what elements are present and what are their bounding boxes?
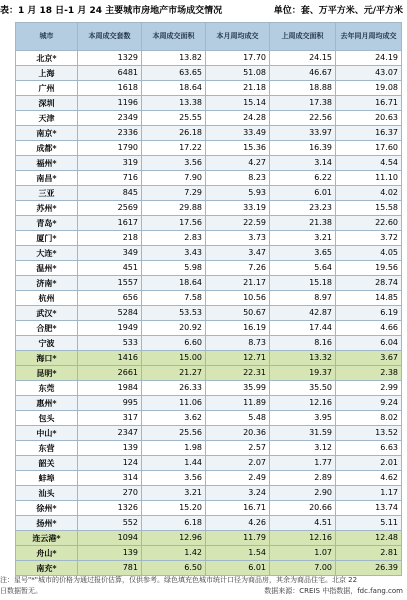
table-row: [16, 66, 402, 81]
column-header-month-weekly-avg: 本月周均成交: [206, 23, 270, 51]
last-year-cell: 16.37: [336, 126, 402, 141]
last-week-cell: 17.38: [270, 96, 336, 111]
last-week-cell: 2.89: [270, 471, 336, 486]
city-cell: 韶关: [16, 456, 78, 471]
last-year-cell: 3.72: [336, 231, 402, 246]
area-cell: 3.43: [142, 246, 206, 261]
area-cell: 17.22: [142, 141, 206, 156]
last-week-cell: 23.23: [270, 201, 336, 216]
month-avg-cell: 17.70: [206, 51, 270, 66]
month-avg-cell: 15.14: [206, 96, 270, 111]
last-year-cell: 4.66: [336, 321, 402, 336]
city-cell: 济南*: [16, 276, 78, 291]
last-week-cell: 16.39: [270, 141, 336, 156]
last-year-cell: 26.39: [336, 561, 402, 576]
area-cell: 1.42: [142, 546, 206, 561]
city-cell: 惠州*: [16, 396, 78, 411]
city-cell: 大连*: [16, 246, 78, 261]
area-cell: 3.21: [142, 486, 206, 501]
last-week-cell: 7.00: [270, 561, 336, 576]
city-cell: 厦门*: [16, 231, 78, 246]
city-cell: 武汉*: [16, 306, 78, 321]
last-year-cell: 11.10: [336, 171, 402, 186]
unit-label: 单位：套、万平方米、元/平方米: [273, 6, 403, 16]
month-avg-cell: 16.19: [206, 321, 270, 336]
units-cell: 2661: [78, 366, 142, 381]
transaction-table: [15, 22, 402, 576]
table-row: [16, 441, 402, 456]
month-avg-cell: 2.49: [206, 471, 270, 486]
last-year-cell: 6.04: [336, 336, 402, 351]
city-cell: 南京*: [16, 126, 78, 141]
month-avg-cell: 5.93: [206, 186, 270, 201]
month-avg-cell: 5.48: [206, 411, 270, 426]
last-year-cell: 2.01: [336, 456, 402, 471]
city-cell: 包头: [16, 411, 78, 426]
last-year-cell: 14.85: [336, 291, 402, 306]
city-cell: 徐州*: [16, 501, 78, 516]
column-header-city: 城市: [16, 23, 78, 51]
table-row: [16, 321, 402, 336]
units-cell: 995: [78, 396, 142, 411]
units-cell: 1557: [78, 276, 142, 291]
last-week-cell: 17.44: [270, 321, 336, 336]
area-cell: 13.38: [142, 96, 206, 111]
city-cell: 杭州: [16, 291, 78, 306]
last-week-cell: 8.16: [270, 336, 336, 351]
area-cell: 29.88: [142, 201, 206, 216]
last-week-cell: 5.64: [270, 261, 336, 276]
units-cell: 1326: [78, 501, 142, 516]
last-week-cell: 42.87: [270, 306, 336, 321]
units-cell: 1094: [78, 531, 142, 546]
month-avg-cell: 22.31: [206, 366, 270, 381]
area-cell: 1.98: [142, 441, 206, 456]
table-row: [16, 381, 402, 396]
area-cell: 5.98: [142, 261, 206, 276]
last-week-cell: 12.16: [270, 531, 336, 546]
city-cell: 苏州*: [16, 201, 78, 216]
month-avg-cell: 8.23: [206, 171, 270, 186]
table-row: [16, 456, 402, 471]
area-cell: 18.64: [142, 81, 206, 96]
units-cell: 2349: [78, 111, 142, 126]
table-row: [16, 336, 402, 351]
city-cell: 舟山*: [16, 546, 78, 561]
last-week-cell: 46.67: [270, 66, 336, 81]
city-cell: 连云港*: [16, 531, 78, 546]
last-year-cell: 8.02: [336, 411, 402, 426]
city-cell: 成都*: [16, 141, 78, 156]
area-cell: 15.20: [142, 501, 206, 516]
area-cell: 6.60: [142, 336, 206, 351]
area-cell: 21.27: [142, 366, 206, 381]
month-avg-cell: 1.54: [206, 546, 270, 561]
city-cell: 汕头: [16, 486, 78, 501]
month-avg-cell: 22.59: [206, 216, 270, 231]
last-week-cell: 4.51: [270, 516, 336, 531]
last-week-cell: 35.50: [270, 381, 336, 396]
city-cell: 宁波: [16, 336, 78, 351]
units-cell: 1618: [78, 81, 142, 96]
table-row: [16, 471, 402, 486]
units-cell: 270: [78, 486, 142, 501]
last-year-cell: 5.11: [336, 516, 402, 531]
column-header-last-year-weekly-avg: 去年同月周均成交: [336, 23, 402, 51]
last-year-cell: 19.56: [336, 261, 402, 276]
last-week-cell: 3.65: [270, 246, 336, 261]
last-week-cell: 1.07: [270, 546, 336, 561]
last-year-cell: 19.08: [336, 81, 402, 96]
city-cell: 福州*: [16, 156, 78, 171]
table-body: [16, 51, 402, 576]
last-year-cell: 22.60: [336, 216, 402, 231]
city-cell: 青岛*: [16, 216, 78, 231]
area-cell: 13.82: [142, 51, 206, 66]
units-cell: 781: [78, 561, 142, 576]
month-avg-cell: 21.17: [206, 276, 270, 291]
units-cell: 319: [78, 156, 142, 171]
last-week-cell: 3.21: [270, 231, 336, 246]
last-year-cell: 24.19: [336, 51, 402, 66]
month-avg-cell: 10.56: [206, 291, 270, 306]
area-cell: 12.96: [142, 531, 206, 546]
table-row: [16, 201, 402, 216]
month-avg-cell: 3.47: [206, 246, 270, 261]
city-cell: 三亚: [16, 186, 78, 201]
area-cell: 6.50: [142, 561, 206, 576]
table-row: [16, 231, 402, 246]
area-cell: 26.18: [142, 126, 206, 141]
city-cell: 南昌*: [16, 171, 78, 186]
area-cell: 63.65: [142, 66, 206, 81]
table-header-row: [16, 23, 402, 51]
table-row: [16, 111, 402, 126]
last-week-cell: 18.88: [270, 81, 336, 96]
city-cell: 昆明*: [16, 366, 78, 381]
last-year-cell: 13.52: [336, 426, 402, 441]
last-year-cell: 6.63: [336, 441, 402, 456]
units-cell: 2347: [78, 426, 142, 441]
month-avg-cell: 3.24: [206, 486, 270, 501]
units-cell: 124: [78, 456, 142, 471]
table-row: [16, 141, 402, 156]
last-year-cell: 43.07: [336, 66, 402, 81]
month-avg-cell: 51.08: [206, 66, 270, 81]
month-avg-cell: 35.99: [206, 381, 270, 396]
last-week-cell: 22.56: [270, 111, 336, 126]
city-cell: 北京*: [16, 51, 78, 66]
area-cell: 3.56: [142, 156, 206, 171]
footnote-continued: 日数据暂无。: [0, 587, 42, 595]
area-cell: 18.64: [142, 276, 206, 291]
month-avg-cell: 15.36: [206, 141, 270, 156]
last-week-cell: 19.37: [270, 366, 336, 381]
last-week-cell: 8.97: [270, 291, 336, 306]
report-header: [0, 3, 407, 17]
table-row: [16, 411, 402, 426]
month-avg-cell: 21.18: [206, 81, 270, 96]
table-row: [16, 501, 402, 516]
area-cell: 1.44: [142, 456, 206, 471]
last-year-cell: 4.02: [336, 186, 402, 201]
city-cell: 南充*: [16, 561, 78, 576]
units-cell: 349: [78, 246, 142, 261]
table-row: [16, 546, 402, 561]
last-year-cell: 4.05: [336, 246, 402, 261]
last-year-cell: 1.17: [336, 486, 402, 501]
table-row: [16, 156, 402, 171]
area-cell: 25.56: [142, 426, 206, 441]
units-cell: 656: [78, 291, 142, 306]
units-cell: 1790: [78, 141, 142, 156]
month-avg-cell: 12.71: [206, 351, 270, 366]
units-cell: 1617: [78, 216, 142, 231]
last-week-cell: 2.90: [270, 486, 336, 501]
units-cell: 533: [78, 336, 142, 351]
last-year-cell: 20.63: [336, 111, 402, 126]
table-row: [16, 291, 402, 306]
last-week-cell: 24.15: [270, 51, 336, 66]
city-cell: 蚌埠: [16, 471, 78, 486]
table-row: [16, 516, 402, 531]
area-cell: 7.58: [142, 291, 206, 306]
month-avg-cell: 8.73: [206, 336, 270, 351]
table-row: [16, 366, 402, 381]
area-cell: 3.62: [142, 411, 206, 426]
last-year-cell: 3.67: [336, 351, 402, 366]
last-week-cell: 31.59: [270, 426, 336, 441]
last-year-cell: 12.48: [336, 531, 402, 546]
units-cell: 1329: [78, 51, 142, 66]
area-cell: 7.90: [142, 171, 206, 186]
area-cell: 17.56: [142, 216, 206, 231]
month-avg-cell: 16.71: [206, 501, 270, 516]
last-year-cell: 4.54: [336, 156, 402, 171]
area-cell: 26.33: [142, 381, 206, 396]
last-year-cell: 9.24: [336, 396, 402, 411]
table-row: [16, 51, 402, 66]
table-row: [16, 171, 402, 186]
last-week-cell: 1.77: [270, 456, 336, 471]
table-row: [16, 426, 402, 441]
units-cell: 317: [78, 411, 142, 426]
city-cell: 合肥*: [16, 321, 78, 336]
month-avg-cell: 7.26: [206, 261, 270, 276]
table-row: [16, 561, 402, 576]
table-row: [16, 186, 402, 201]
month-avg-cell: 2.57: [206, 441, 270, 456]
table-row: [16, 276, 402, 291]
city-cell: 扬州*: [16, 516, 78, 531]
units-cell: 139: [78, 546, 142, 561]
month-avg-cell: 33.49: [206, 126, 270, 141]
month-avg-cell: 50.67: [206, 306, 270, 321]
table-row: [16, 216, 402, 231]
month-avg-cell: 3.73: [206, 231, 270, 246]
last-year-cell: 17.60: [336, 141, 402, 156]
table-row: [16, 531, 402, 546]
data-source: 数据来源：CREIS 中指数据，fdc.fang.com: [264, 587, 403, 595]
units-cell: 5284: [78, 306, 142, 321]
city-cell: 天津: [16, 111, 78, 126]
area-cell: 3.56: [142, 471, 206, 486]
last-year-cell: 2.99: [336, 381, 402, 396]
last-year-cell: 16.71: [336, 96, 402, 111]
units-cell: 552: [78, 516, 142, 531]
last-week-cell: 6.01: [270, 186, 336, 201]
units-cell: 716: [78, 171, 142, 186]
table-row: [16, 246, 402, 261]
column-header-area: 本周成交面积: [142, 23, 206, 51]
table-row: [16, 396, 402, 411]
units-cell: 1196: [78, 96, 142, 111]
month-avg-cell: 2.07: [206, 456, 270, 471]
month-avg-cell: 24.28: [206, 111, 270, 126]
units-cell: 1416: [78, 351, 142, 366]
last-week-cell: 15.18: [270, 276, 336, 291]
area-cell: 15.00: [142, 351, 206, 366]
last-week-cell: 3.12: [270, 441, 336, 456]
month-avg-cell: 11.89: [206, 396, 270, 411]
month-avg-cell: 20.36: [206, 426, 270, 441]
last-week-cell: 13.32: [270, 351, 336, 366]
column-header-last-week-area: 上周成交面积: [270, 23, 336, 51]
units-cell: 451: [78, 261, 142, 276]
area-cell: 25.55: [142, 111, 206, 126]
units-cell: 139: [78, 441, 142, 456]
units-cell: 2569: [78, 201, 142, 216]
area-cell: 20.92: [142, 321, 206, 336]
city-cell: 东营: [16, 441, 78, 456]
last-week-cell: 21.38: [270, 216, 336, 231]
table-row: [16, 96, 402, 111]
units-cell: 845: [78, 186, 142, 201]
last-week-cell: 33.97: [270, 126, 336, 141]
last-year-cell: 28.74: [336, 276, 402, 291]
units-cell: 6481: [78, 66, 142, 81]
city-cell: 中山*: [16, 426, 78, 441]
area-cell: 2.83: [142, 231, 206, 246]
units-cell: 218: [78, 231, 142, 246]
city-cell: 上海: [16, 66, 78, 81]
last-week-cell: 20.66: [270, 501, 336, 516]
units-cell: 1949: [78, 321, 142, 336]
last-week-cell: 12.16: [270, 396, 336, 411]
table-row: [16, 486, 402, 501]
units-cell: 2336: [78, 126, 142, 141]
area-cell: 7.29: [142, 186, 206, 201]
last-week-cell: 3.14: [270, 156, 336, 171]
units-cell: 1984: [78, 381, 142, 396]
table-row: [16, 81, 402, 96]
table-title: 表：1 月 18 日-1 月 24 主要城市房地产市场成交情况: [0, 6, 223, 16]
city-cell: 东莞: [16, 381, 78, 396]
city-cell: 海口*: [16, 351, 78, 366]
table-row: [16, 126, 402, 141]
footnote: 注：星号"*"城市的价格为通过报价估算，仅供参考。绿色填充色城市统计口径为商品房，其余为商品住宅。北京 22: [0, 576, 358, 584]
last-week-cell: 6.22: [270, 171, 336, 186]
last-year-cell: 15.58: [336, 201, 402, 216]
table-row: [16, 306, 402, 321]
month-avg-cell: 6.01: [206, 561, 270, 576]
last-year-cell: 2.81: [336, 546, 402, 561]
column-header-units: 本周成交套数: [78, 23, 142, 51]
month-avg-cell: 4.26: [206, 516, 270, 531]
month-avg-cell: 11.79: [206, 531, 270, 546]
city-cell: 深圳: [16, 96, 78, 111]
last-year-cell: 2.38: [336, 366, 402, 381]
area-cell: 53.53: [142, 306, 206, 321]
city-cell: 温州*: [16, 261, 78, 276]
area-cell: 6.18: [142, 516, 206, 531]
last-year-cell: 4.62: [336, 471, 402, 486]
last-year-cell: 6.19: [336, 306, 402, 321]
units-cell: 314: [78, 471, 142, 486]
month-avg-cell: 4.27: [206, 156, 270, 171]
table-row: [16, 351, 402, 366]
last-year-cell: 13.74: [336, 501, 402, 516]
area-cell: 11.06: [142, 396, 206, 411]
city-cell: 广州: [16, 81, 78, 96]
last-week-cell: 3.95: [270, 411, 336, 426]
month-avg-cell: 33.19: [206, 201, 270, 216]
table-row: [16, 261, 402, 276]
